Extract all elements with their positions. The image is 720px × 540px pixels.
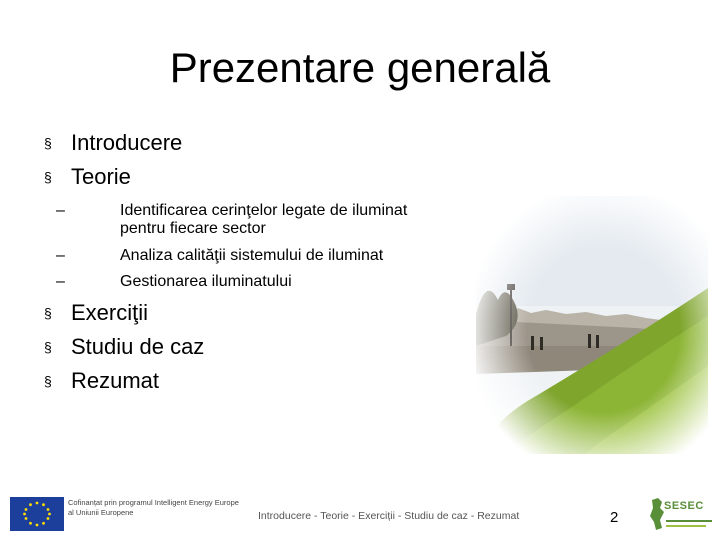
footer-navigation: Introducere - Teorie - Exerciții - Studiu de caz - Rezumat	[258, 510, 520, 522]
bullet-marker: §	[44, 135, 52, 151]
bullet-marker: §	[44, 373, 52, 389]
sub-bullet-label: Analiza calităţii sistemului de iluminat	[120, 247, 384, 264]
sub-bullet-marker: –	[56, 202, 65, 219]
cofinance-line: Cofinanțat prin programul Intelligent Energy Europe	[68, 498, 239, 507]
sub-bullet-label: Identificarea cerinţelor legate de iluminat	[120, 202, 408, 219]
sub-bullet-marker: –	[56, 273, 65, 290]
sesec-logo-text: SESEC	[664, 500, 704, 512]
slide-title: Prezentare generală	[169, 44, 551, 91]
sub-bullet-marker: –	[56, 247, 65, 264]
bullet-label: Studiu de caz	[71, 334, 205, 359]
bullet-label: Exerciţii	[71, 300, 149, 325]
page-number: 2	[610, 509, 619, 526]
cofinance-note	[68, 498, 239, 518]
sub-bullet-label: pentru fiecare sector	[120, 220, 266, 237]
bullet-marker: §	[44, 305, 52, 321]
bullet-label: Introducere	[71, 130, 183, 155]
bullet-label: Teorie	[71, 164, 131, 189]
cofinance-line: al Uniunii Europene	[68, 508, 134, 517]
hillside-photo	[476, 196, 708, 454]
eu-flag-icon	[10, 497, 64, 531]
bullet-label: Rezumat	[71, 368, 160, 393]
bullet-marker: §	[44, 169, 52, 185]
sub-bullet-label: Gestionarea iluminatului	[120, 273, 292, 290]
bullet-marker: §	[44, 339, 52, 355]
